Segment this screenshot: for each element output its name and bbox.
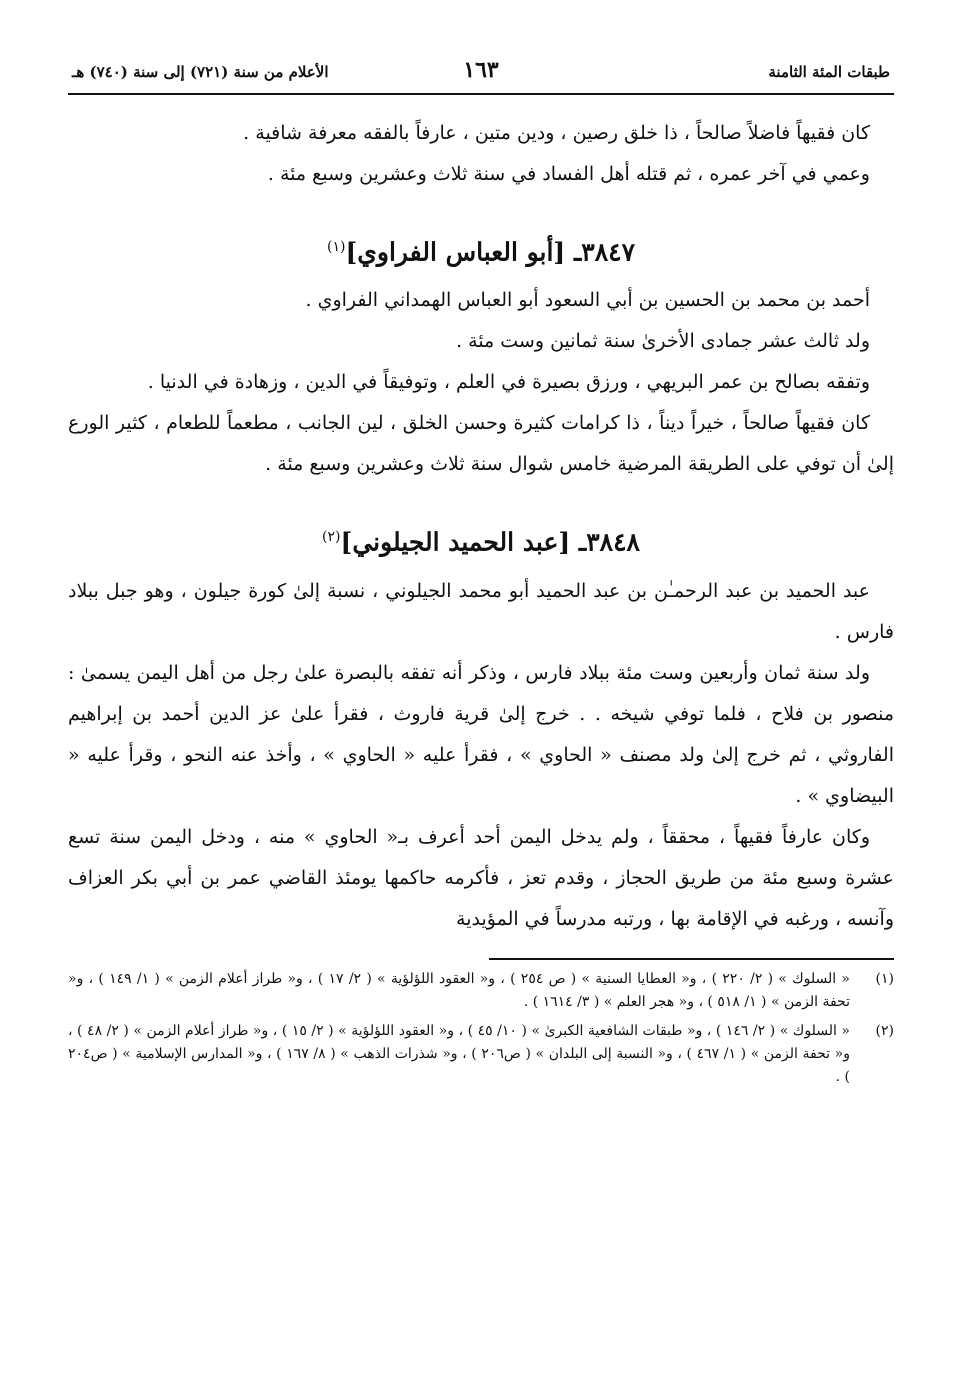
entry-title: ٣٨٤٧ـ [أبو العباس الفراوي] (345, 237, 635, 267)
footnote-divider (489, 958, 894, 960)
entry-heading (68, 225, 894, 274)
footnote (68, 968, 894, 1014)
intro-paragraph: كان فقيهاً فاضلاً صالحاً ، ذا خلق رصين ، ودين متين ، عارفاً بالفقه معرفة شافية . (243, 122, 870, 144)
footnote (68, 1020, 894, 1089)
entry-paragraph: وكان عارفاً فقيهاً ، محققاً ، ولم يدخل اليمن أحد أعرف بـ« الحاوي » منه ، ودخل اليمن سنة تسع عشرة وسبع مئة من طريق الحجاز ، وقدم تعز ، فأكرمه حاكمها يومئذ القاضي عمر بن أبي بكر العزاف وآنسه ، ورغبه في الإقامة بها ، ورتبه مدرساً في المؤيدية (68, 825, 894, 930)
entry-paragraph: ولد ثالث عشر جمادى الأخرىٰ سنة ثمانين وست مئة . (456, 330, 870, 353)
footnote-number: (١) (875, 970, 894, 987)
entry-paragraph: عبد الحميد بن عبد الرحمـٰن بن عبد الحميد أبو محمد الجيلوني ، نسبة إلىٰ كورة جيلون ، وهو جبل ببلاد فارس . (68, 579, 894, 643)
footnote-number: (٢) (875, 1022, 894, 1039)
header-section-title: طبقات المئة الثامنة (768, 63, 890, 81)
book-page (68, 55, 894, 1095)
footnote-text: « السلوك » ( ٢/ ٢٢٠ ) ، و« العطايا السنية » ( ص ٢٥٤ ) ، و« العقود اللؤلؤية » ( ٢/ ١٧ ) ، و« طراز أعلام الزمن » ( ١/ ١٤٩ ) ، و« تحفة الزمن » ( ١/ ٥١٨ ) ، و« هجر العلم » ( ٣/ ١٦١٤ ) . (68, 970, 850, 1010)
entry-paragraph: وتفقه بصالح بن عمر البريهي ، ورزق بصيرة في العلم ، وتوفيقاً في الدين ، وزهادة في الدنيا . (147, 371, 870, 394)
entry-title: ٣٨٤٨ـ [عبد الحميد الجيلوني] (340, 527, 640, 557)
entry-paragraph: كان فقيهاً صالحاً ، خيراً ديناً ، ذا كرامات كثيرة وحسن الخلق ، لين الجانب ، مطعماً للطعام ، كثير الورع إلىٰ أن توفي على الطريقة المرضية خامس شوال سنة ثلاث وعشرين وسبع مئة . (68, 412, 894, 476)
running-header (68, 55, 894, 95)
footnote-marker: (٢) (322, 529, 341, 546)
footnote-marker: (١) (327, 239, 346, 255)
entry-paragraph: أحمد بن محمد بن الحسين بن أبي السعود أبو العباس الهمداني الفراوي . (305, 289, 870, 312)
footnotes-section (68, 958, 894, 1089)
footnote-text: « السلوك » ( ٢/ ١٤٦ ) ، و« طبقات الشافعية الكبرىٰ » ( ١٠/ ٤٥ ) ، و« العقود اللؤلؤية » ( ٢/ ١٥ ) ، و« طراز أعلام الزمن » ( ٢/ ٤٨ ) ، و« تحفة الزمن » ( ١/ ٤٦٧ ) ، و« النسبة إلى البلدان » ( ص٢٠٦ ) ، و« شذرات الذهب » ( ٨/ ١٦٧ ) ، و« المدارس الإسلامية » ( ص٢٠٤ ) . (68, 1022, 850, 1085)
header-period-range: الأعلام من سنة (٧٢١) إلى سنة (٧٤٠) هـ (72, 63, 329, 81)
entry-heading (68, 515, 894, 564)
intro-paragraph: وعمي في آخر عمره ، ثم قتله أهل الفساد في سنة ثلاث وعشرين وسبع مئة . (267, 163, 870, 185)
entry-paragraph: ولد سنة ثمان وأربعين وست مئة ببلاد فارس ، وذكر أنه تفقه بالبصرة علىٰ رجل من أهل اليمن يسمىٰ : منصور بن فلاح ، فلما توفي شيخه . . خرج إلىٰ قرية فاروث ، فقرأ علىٰ عز الدين أحمد بن إبراهيم الفاروثي ، ثم خرج إلىٰ ولد مصنف « الحاوي » ، فقرأ عليه « الحاوي » ، وأخذ عنه النحو ، وقرأ عليه « البيضاوي » . (68, 661, 894, 807)
page-number: ١٦٣ (463, 57, 499, 83)
